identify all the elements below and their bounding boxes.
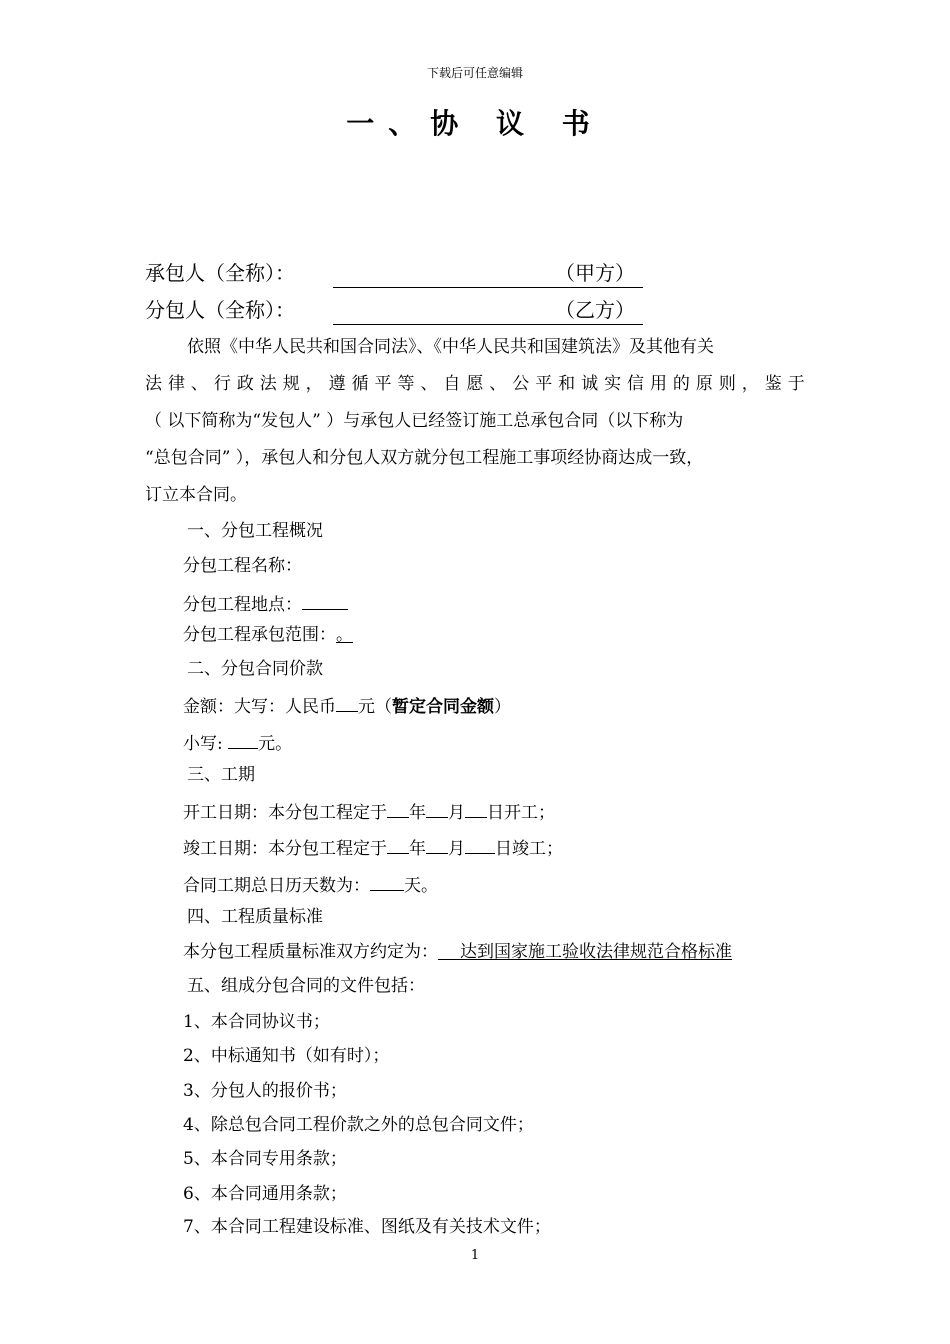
amount-note-close: ） xyxy=(494,697,511,717)
preamble-char: 平 xyxy=(535,374,553,394)
duration-line xyxy=(183,870,438,896)
preamble-char: ， xyxy=(305,374,323,394)
preamble-char: 循 xyxy=(351,374,369,394)
project-location-blank[interactable] xyxy=(302,589,348,610)
preamble-char: 法 xyxy=(259,374,277,394)
amount-words-label: 金额：大写：人民币 xyxy=(183,697,336,717)
contractor-label: 承包人（全称）： xyxy=(145,261,295,285)
preamble-char: 诚 xyxy=(581,374,599,394)
start-year-blank[interactable] xyxy=(387,797,409,818)
start-month-unit: 月 xyxy=(448,803,465,823)
preamble-char: 、 xyxy=(420,374,438,394)
start-date-label: 开工日期：本分包工程定于 xyxy=(183,803,387,823)
subcontractor-role: （乙方） xyxy=(555,298,635,322)
preamble-char: 信 xyxy=(627,374,645,394)
preamble-char: 则 xyxy=(718,374,736,394)
subcontractor-label: 分包人（全称）： xyxy=(145,298,295,322)
preamble-char: 原 xyxy=(695,374,713,394)
section-3-title: 三、工期 xyxy=(187,765,255,785)
preamble-char: 法 xyxy=(145,374,162,394)
section-4-title: 四、工程质量标准 xyxy=(187,907,323,927)
preamble-char: 政 xyxy=(236,374,254,394)
section-1-title: 一、分包工程概况 xyxy=(187,521,323,541)
project-name-line: 分包工程名称： xyxy=(183,556,302,576)
quality-standard-label: 本分包工程质量标准双方约定为： xyxy=(183,942,438,962)
project-scope-blank[interactable]: 。 xyxy=(336,622,353,643)
document-title: 一、协 议 书 xyxy=(346,107,604,140)
preamble-char: 实 xyxy=(604,374,622,394)
page-number: 1 xyxy=(470,1248,480,1263)
preamble-char: 平 xyxy=(374,374,392,394)
end-day-suffix: 日竣工； xyxy=(495,839,563,859)
document-item: 3、分包人的报价书； xyxy=(183,1081,347,1101)
document-item: 5、本合同专用条款； xyxy=(183,1149,347,1169)
amount-words-line xyxy=(183,691,511,717)
end-month-blank[interactable] xyxy=(426,833,448,854)
amount-unit: 元（ xyxy=(358,697,392,717)
quality-standard-value[interactable]: 达到国家施工验收法律规范合格标准 xyxy=(438,939,732,960)
amount-words-blank[interactable] xyxy=(336,691,358,712)
preamble-char: 用 xyxy=(649,374,667,394)
preamble-char: 、 xyxy=(489,374,507,394)
preamble-char: 公 xyxy=(512,374,530,394)
preamble-char: 自 xyxy=(443,374,461,394)
quality-standard-line xyxy=(183,939,732,965)
subcontractor-line xyxy=(145,295,635,325)
preamble-line-5: 订立本合同。 xyxy=(145,485,247,505)
page-header: 下载后可任意编辑 xyxy=(426,66,523,80)
end-month-unit: 月 xyxy=(448,839,465,859)
document-item: 7、本合同工程建设标准、图纸及有关技术文件； xyxy=(183,1217,551,1237)
preamble-char: 行 xyxy=(213,374,231,394)
document-item: 1、本合同协议书； xyxy=(183,1012,330,1032)
contractor-role: （甲方） xyxy=(555,261,635,285)
start-date-line xyxy=(183,797,555,823)
start-month-blank[interactable] xyxy=(426,797,448,818)
duration-unit: 天。 xyxy=(404,876,438,896)
preamble-char: 律 xyxy=(167,374,185,394)
document-item: 6、本合同通用条款； xyxy=(183,1184,347,1204)
preamble-char: 的 xyxy=(672,374,690,394)
start-day-suffix: 日开工； xyxy=(487,803,555,823)
end-date-label: 竣工日期：本分包工程定于 xyxy=(183,839,387,859)
preamble-char: 规 xyxy=(282,374,300,394)
document-item: 4、除总包合同工程价款之外的总包合同文件； xyxy=(183,1115,534,1135)
end-day-blank[interactable] xyxy=(465,833,495,854)
section-5-title: 五、组成分包合同的文件包括： xyxy=(187,976,425,996)
project-location-line xyxy=(183,589,348,615)
contractor-line xyxy=(145,258,635,288)
project-location-label: 分包工程地点： xyxy=(183,595,302,615)
preamble-char: 等 xyxy=(397,374,415,394)
preamble-char: 鉴 xyxy=(764,374,782,394)
preamble-char: 、 xyxy=(190,374,208,394)
preamble-line-4: “总包合同” ），承包人和分包人双方就分包工程施工事项经协商达成一致， xyxy=(145,448,704,468)
end-date-line xyxy=(183,833,563,859)
amount-figures-unit: 元。 xyxy=(258,734,293,754)
end-year-blank[interactable] xyxy=(387,833,409,854)
duration-label: 合同工期总日历天数为： xyxy=(183,876,370,896)
preamble-char: 和 xyxy=(558,374,576,394)
start-year-unit: 年 xyxy=(409,803,426,823)
preamble-char: ， xyxy=(741,374,759,394)
preamble-line-1: 依照《中华人民共和国合同法》、《中华人民共和国建筑法》及其他有关 xyxy=(187,337,714,357)
amount-figures-line xyxy=(183,728,292,754)
preamble-char: 愿 xyxy=(466,374,484,394)
amount-note: 暂定合同金额 xyxy=(392,697,494,717)
amount-figures-label: 小写: xyxy=(183,734,229,754)
amount-figures-blank[interactable] xyxy=(228,728,258,749)
project-scope-line xyxy=(183,622,353,648)
preamble-char: 于 xyxy=(787,374,805,394)
end-year-unit: 年 xyxy=(409,839,426,859)
start-day-blank[interactable] xyxy=(465,797,487,818)
preamble-line-2 xyxy=(145,371,805,397)
document-item: 2、中标通知书（如有时）； xyxy=(183,1046,390,1066)
project-scope-label: 分包工程承包范围： xyxy=(183,625,336,645)
preamble-line-3: （ 以下简称为“发包人” ）与承包人已经签订施工总承包合同（以下称为 xyxy=(145,411,684,431)
section-2-title: 二、分包合同价款 xyxy=(187,659,323,679)
preamble-char: 遵 xyxy=(328,374,346,394)
duration-blank[interactable] xyxy=(370,870,404,891)
